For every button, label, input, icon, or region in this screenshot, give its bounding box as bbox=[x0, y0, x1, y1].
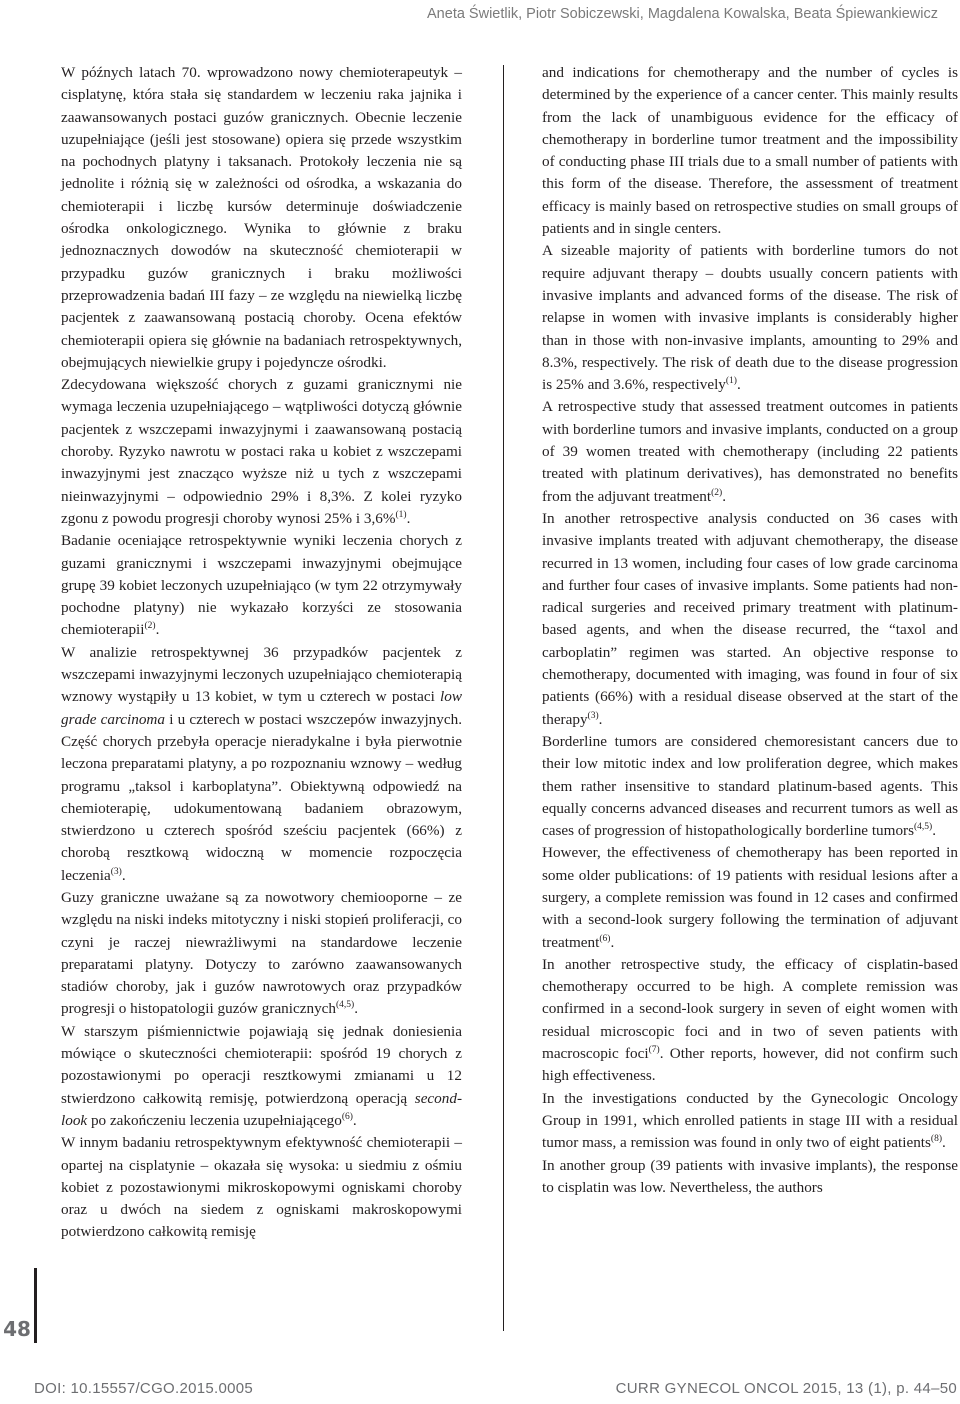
left-column-polish bbox=[61, 62, 462, 1244]
page-number-bar bbox=[34, 1268, 37, 1343]
citation: (2) bbox=[144, 621, 156, 632]
citation: (2) bbox=[711, 487, 723, 498]
paragraph: However, the effectiveness of chemotherapy has been reported in some older publications: of 19 patients with residual lesions after a surgery, a complete remission was found in 12 cases and confirmed with a second-look surgery following the termination of adjuvant treatment$^{(6)}$. bbox=[542, 844, 958, 951]
citation: (4,5) bbox=[336, 1000, 355, 1011]
doi-footer: DOI: 10.15557/CGO.2015.0005 bbox=[34, 1380, 254, 1397]
paragraph: and indications for chemotherapy and the number of cycles is determined by the experience of a cancer center. This mainly results from the lack of unambiguous evidence for the efficacy of chemotherapy in borderline tumor treatment and the impossibility of conducting phase III trials due to a small number of patients with this form of the disease. Therefore, the assessment of treatment efficacy is mainly based on retrospective studies on small groups of patients and in single centers. bbox=[542, 64, 958, 238]
paragraph: Zdecydowana większość chorych z guzami granicznymi nie wymaga leczenia uzupełniającego – wątpliwości dotyczą głównie pacjentek z wszczepami inwazyjnymi i zaawansowaną postacią choroby. Ryzyko nawrotu w postaci raka u kobiet z wszczepami inwazyjnymi jest znacząco wyższe niż u tych z wszczepami nieinwazyjnymi – odpowiednio 29% i 8,3%. Z kolei ryzyko zgonu z powodu progresji choroby wynosi 25% i 3,6%$^{(1)}$. bbox=[61, 376, 462, 527]
citation: (1) bbox=[395, 509, 407, 520]
citation: (7) bbox=[648, 1045, 660, 1056]
paragraph: In another retrospective analysis conducted on 36 cases with invasive implants treated with adjuvant chemotherapy, the disease recurred in 13 women, including four cases of low grade carcinoma and further four cases of invasive implants. Some patients had non-radical surgeries and received primary treatment with platinum-based agents, and when the disease recurred, the “taxol and carboplatin” regimen was started. An objective response to chemotherapy, documented with imaging, was found in four of six patients (66%) with a residual disease observed at the start of the therapy$^{(3)}$. bbox=[542, 509, 958, 728]
paragraph: W późnych latach 70. wprowadzono nowy chemioterapeutyk – cisplatynę, która stała się standardem w leczeniu raka jajnika i zaawansowanych postaci guzów granicznych. Obecnie leczenie uzupełniające (jeśli jest stosowane) opiera się przede wszystkim na pochodnych platyny i taksanach. Protokoły leczenia nie są jednolite i różnią się w zależności od ośrodka, a wskazania do chemioterapii i liczbę kursów determinuje doświadczenie ośrodka onkologicznego. Wynika to głównie z braku jednoznacznych dowodów na skuteczność chemioterapii w przypadku guzów granicznych i braku możliwości przeprowadzenia badań III fazy – ze względu na niewielką liczbę pacjentek z zaawansowaną postacią choroby. Ocena efektów chemioterapii opiera się głównie na badaniach retrospektywnych, obejmujących niewielkie grupy i pojedyncze ośrodki. bbox=[61, 64, 462, 371]
paragraph: In the investigations conducted by the Gynecologic Oncology Group in 1991, which enrolled patients in stage III with a residual tumor mass, a remission was found in only two of eight patients$^{(8)}$. bbox=[542, 1089, 958, 1152]
running-header-authors: Aneta Świetlik, Piotr Sobiczewski, Magdalena Kowalska, Beata Śpiewankiewicz bbox=[427, 6, 938, 22]
paragraph: In another retrospective study, the efficacy of cisplatin-based chemotherapy occurred to be high. A complete remission was confirmed in a second-look surgery in seven of eight women with residual microscopic foci and in two of seven patients with macroscopic foci$^{(7)}$. Other reports, however, did not confirm such high effectiveness. bbox=[542, 955, 958, 1085]
citation: (3) bbox=[110, 866, 122, 877]
italic-term: second-look bbox=[61, 1089, 463, 1129]
paragraph: Borderline tumors are considered chemoresistant cancers due to their low mitotic index and low proliferation degree, which makes them rather insensitive to standard platinum-based agents. This equally concerns advanced diseases and recurrent tumors as well as cases of progression of histopathologically borderline tumors$^{(4,5)}$. bbox=[542, 732, 958, 840]
paragraph: Guzy graniczne uważane są za nowotwory chemiooporne – ze względu na niski indeks mitotyczny i niski stopień proliferacji, co czyni je raczej niewrażliwymi na standardowe leczenie preparatami platyny. Dotyczy to zarówno zaawansowanych stadiów choroby, jak i guzów nawrotowych oraz przypadków progresji o histopatologii guzów granicznych$^{(4,5)}$. bbox=[61, 888, 462, 1018]
paragraph: W starszym piśmiennictwie pojawiają się jednak doniesienia mówiące o skuteczności chemioterapii: spośród 19 chorych z pozostawionymi po operacji resztkowymi zmianami u 12 stwierdzono całkowitą remisję, potwierdzoną operacją second-look po zakończeniu leczenia uzupełniającego$^{(6)}$. bbox=[61, 1022, 463, 1129]
paragraph: W analizie retrospektywnej 36 przypadków pacjentek z wszczepami inwazyjnymi leczonych uzupełniająco chemioterapią wznowy wystąpiły u 13 kobiet, w tym u czterech w postaci low grade carcinoma i u czterech w postaci wszczepów inwazyjnych. Część chorych przebyła operacje nieradykalne i była pierwotnie leczona preparatami platyny, a po rozpoznaniu wznowy – według programu „taksol i karboplatyna”. Obiektywną odpowiedź na chemioterapię, udokumentowaną badaniem obrazowym, stwierdzono u czterech spośród sześciu pacjentek (66%) z chorobą resztkową widoczną w momencie rozpoczęcia leczenia$^{(3)}$. bbox=[61, 643, 462, 884]
page-number: 48 bbox=[3, 1317, 31, 1341]
citation: (8) bbox=[930, 1134, 942, 1145]
journal-footer: CURR GYNECOL ONCOL 2015, 13 (1), p. 44–50 bbox=[615, 1380, 957, 1397]
paragraph: W innym badaniu retrospektywnym efektywność chemioterapii – opartej na cisplatynie – okazała się wysoka: u siedmiu z ośmiu kobiet z pozostawionymi mikroskopowymi ogniskami choroby oraz u dwóch na siedem z ogniskami makroskopowymi potwierdzono całkowitą remisję bbox=[61, 1134, 462, 1241]
citation: (6) bbox=[341, 1111, 353, 1122]
right-column-english bbox=[542, 62, 958, 1199]
italic-term: low grade carcinoma bbox=[61, 688, 462, 728]
citation: (6) bbox=[599, 933, 611, 944]
paragraph: A sizeable majority of patients with borderline tumors do not require adjuvant therapy – doubts usually concern patients with invasive implants and advanced forms of the disease. The risk of relapse in women with invasive implants is considerably higher than in those with non-invasive implants, amounting to 29% and 8.3%, respectively. The risk of death due to the disease progression is 25% and 3.6%, respectively$^{(1)}$. bbox=[542, 242, 958, 394]
citation: (4,5) bbox=[914, 822, 933, 833]
paragraph: In another group (39 patients with invasive implants), the response to cisplatin was low. Nevertheless, the authors bbox=[542, 1156, 958, 1196]
citation: (1) bbox=[725, 376, 737, 387]
paragraph: A retrospective study that assessed treatment outcomes in patients with borderline tumors and invasive implants, conducted on a group of 39 women treated with chemotherapy (including 22 patients treated with platinum derivatives), has demonstrated no benefits from the adjuvant treatment$^{(2)}$. bbox=[542, 398, 958, 505]
citation: (3) bbox=[587, 710, 599, 721]
column-divider bbox=[503, 65, 504, 1331]
paragraph: Badanie oceniające retrospektywnie wyniki leczenia chorych z guzami granicznymi i wszczepami inwazyjnymi obejmujące grupę 39 kobiet leczonych uzupełniająco (w tym 22 otrzymywały pochodne platyny) nie wykazało korzyści ze stosowania chemioterapii$^{(2)}$. bbox=[61, 532, 462, 639]
